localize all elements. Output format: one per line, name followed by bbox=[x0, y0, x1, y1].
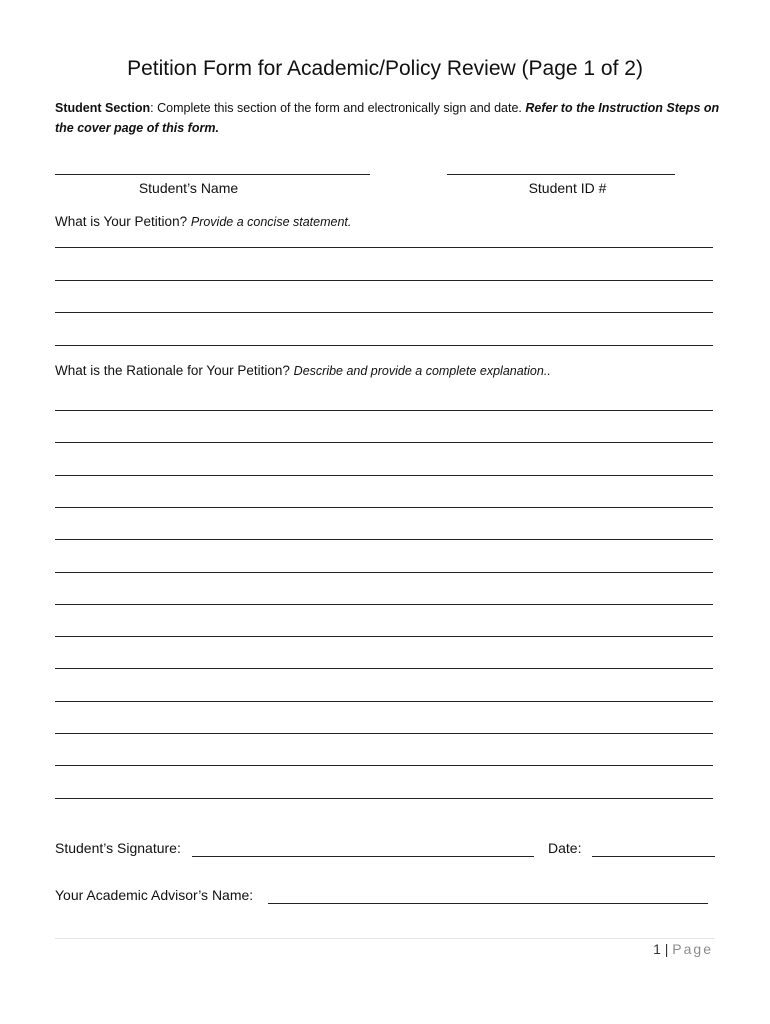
answer-line[interactable] bbox=[55, 280, 713, 281]
answer-line[interactable] bbox=[55, 636, 713, 637]
answer-line[interactable] bbox=[55, 345, 713, 346]
refer-note: Refer to the Instruction Steps on the cover page of this form. bbox=[55, 101, 720, 135]
page-number: 1 bbox=[653, 941, 661, 957]
petition-prompt: What is Your Petition? bbox=[55, 214, 188, 229]
petition-hint: Provide a concise statement. bbox=[190, 215, 352, 229]
answer-line[interactable] bbox=[55, 312, 713, 313]
advisor-field[interactable] bbox=[268, 903, 708, 904]
page-footer bbox=[653, 941, 713, 957]
petition-question bbox=[55, 214, 351, 229]
instruction-text: : Complete this section of the form and electronically sign and date. bbox=[150, 101, 522, 115]
answer-line[interactable] bbox=[55, 442, 713, 443]
answer-line[interactable] bbox=[55, 507, 713, 508]
rationale-prompt: What is the Rationale for Your Petition? bbox=[55, 363, 290, 378]
answer-line[interactable] bbox=[55, 668, 713, 669]
answer-line[interactable] bbox=[55, 733, 713, 734]
answer-line[interactable] bbox=[55, 604, 713, 605]
answer-line[interactable] bbox=[55, 798, 713, 799]
section-label: Student Section bbox=[55, 101, 151, 115]
answer-line[interactable] bbox=[55, 572, 713, 573]
date-field[interactable] bbox=[592, 856, 715, 857]
page-title: Petition Form for Academic/Policy Review (Page 1 of 2) bbox=[127, 57, 643, 80]
signature-label: Student’s Signature: bbox=[55, 840, 181, 856]
answer-line[interactable] bbox=[55, 475, 713, 476]
page-word: Page bbox=[672, 941, 713, 957]
rationale-question: What is the Rationale for Your Petition? Describe and provide a complete explanation.. bbox=[55, 363, 551, 378]
answer-line[interactable] bbox=[55, 539, 713, 540]
rationale-hint: Describe and provide a complete explanation. bbox=[293, 364, 548, 378]
student-id-field[interactable] bbox=[447, 174, 675, 175]
signature-field[interactable] bbox=[192, 856, 534, 857]
footer-divider bbox=[55, 938, 715, 939]
answer-line[interactable] bbox=[55, 765, 713, 766]
page-separator: | bbox=[664, 941, 669, 957]
answer-line[interactable] bbox=[55, 410, 713, 411]
date-label: Date: bbox=[548, 840, 582, 856]
advisor-label: Your Academic Advisor’s Name: bbox=[55, 887, 254, 903]
intro-instructions bbox=[55, 98, 725, 138]
student-name-label: Student’s Name bbox=[138, 180, 239, 196]
student-id-label: Student ID # bbox=[528, 180, 607, 196]
student-name-field[interactable] bbox=[55, 174, 370, 175]
answer-line[interactable] bbox=[55, 247, 713, 248]
answer-line[interactable] bbox=[55, 701, 713, 702]
